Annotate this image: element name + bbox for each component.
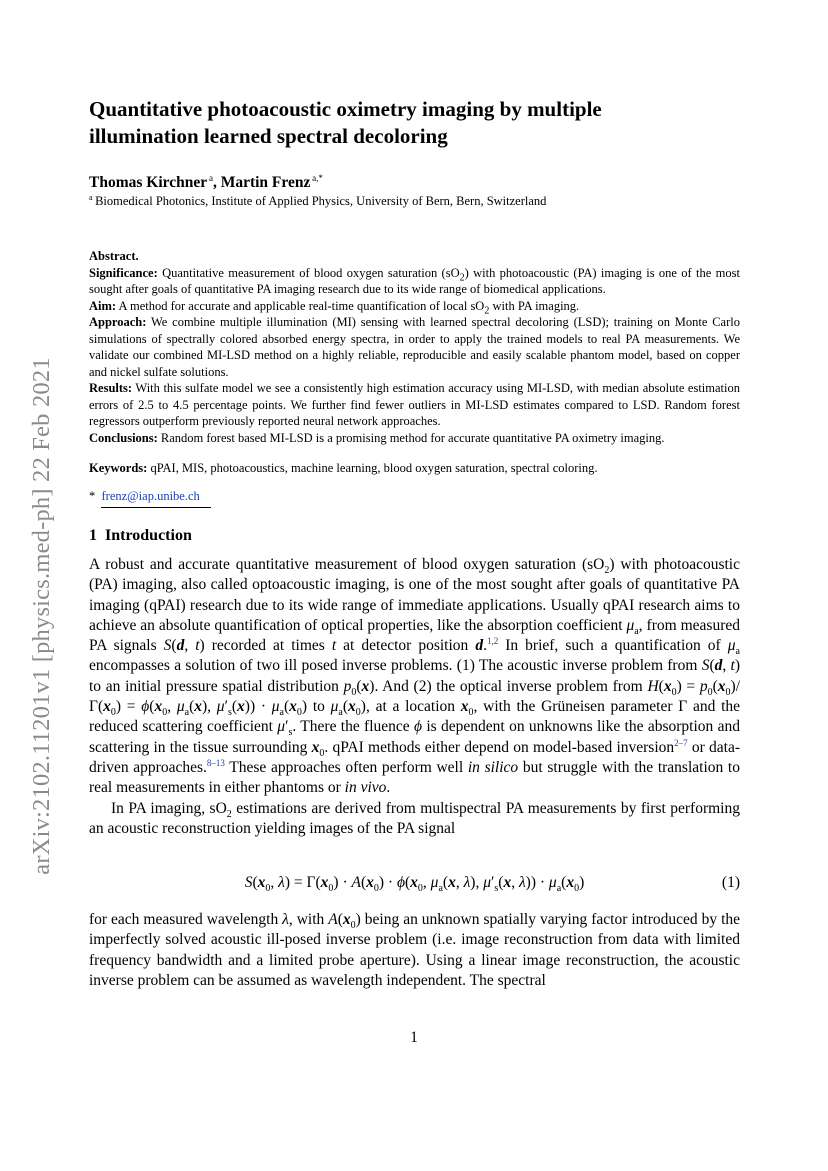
equation-1	[89, 874, 740, 896]
equation-number: (1)	[721, 874, 740, 891]
abstract-results: Results: With this sulfate model we see a consistently high estimation accuracy using MI-LSD, with median absolute estimation errors of 2.5 to 4.5 percentage points. We further find fewer outliers in MI-LSD estimates compared to LSD. Random forest regressors outperform previously reported neural network approaches.	[89, 381, 740, 428]
keywords: Keywords: qPAI, MIS, photoacoustics, machine learning, blood oxygen saturation, spectral coloring.	[89, 461, 598, 475]
author-affiliation-mark: a,*	[312, 173, 323, 183]
abstract-significance: Significance: Quantitative measurement of blood oxygen saturation $(sO_2)$ with photoacoustic (PA) imaging is one of the most sought after goals of quantitative PA imaging research due to its wide range of biomedical applications.	[89, 265, 740, 296]
arxiv-identifier: arXiv:2102.11201v1 [physics.med-ph] 22 Feb 2021	[28, 357, 55, 875]
abstract-conclusions: Conclusions: Random forest based MI-LSD is a promising method for accurate quantitative PA oximetry imaging.	[89, 430, 665, 445]
abstract	[89, 248, 740, 446]
abstract-heading: Abstract.	[89, 249, 139, 263]
page-number: 1	[410, 1029, 418, 1046]
citation-link[interactable]: 1,2	[486, 636, 499, 647]
section-heading	[89, 527, 192, 545]
abstract-approach: Approach: We combine multiple illumination (MI) sensing with learned spectral decoloring (LSD); training on Monte Carlo simulations of spectrally colored absorbed energy spectra, in order to apply the trained models to real PA measurements. We validate our combined MI-LSD method on a highly reliable, reproducible and easily scalable phantom model, based on copper and nickel sulfate solutions.	[89, 315, 740, 379]
title-line-1: Quantitative photoacoustic oximetry imaging by multiple	[89, 97, 602, 121]
section-title: Introduction	[105, 527, 192, 544]
correspondence	[89, 489, 200, 504]
email-link[interactable]: frenz@iap.unibe.ch	[101, 489, 200, 503]
author-list	[89, 173, 323, 192]
corresponding-marker: *	[89, 489, 96, 503]
author-name: Martin Frenz	[220, 174, 311, 192]
equation-body: $S(x_0$, $\lambda) = \Gamma(x_0) \cdot A(x_0) \cdot \phi(x_0$, $\mu_a(x$, λ), $\mu'_s(x$, $\lambda)) \cdot \mu_a(x_0)$	[244, 874, 585, 895]
author-name: Thomas Kirchner	[89, 174, 208, 192]
intro-paragraph-3: for each measured wavelength λ, with $A(x_0)$ being an unknown spatially varying factor introduced by the imperfectly solved acoustic ill-posed inverse problem (i.e. image reconstruction from data with limited frequency bandwidth and a limited probe aperture). Using a linear image reconstruction, the acoustic inverse problem can be assumed as wavelength independent. The spectral	[89, 911, 741, 989]
intro-body-continued	[89, 910, 740, 991]
intro-paragraph-2: In PA imaging, $sO_2$ estimations are derived from multispectral PA measurements by first performing an acoustic reconstruction yielding images of the PA signal	[89, 799, 740, 837]
affiliation-text: Biomedical Photonics, Institute of Applied Physics, University of Bern, Bern, Switzerland	[95, 194, 547, 209]
author-separator: ,	[212, 174, 221, 192]
citation-link[interactable]: 8–13	[206, 757, 225, 768]
footnote-rule	[101, 507, 211, 508]
arxiv-sidebar	[22, 322, 62, 910]
affiliation-mark: a	[89, 193, 93, 202]
title-line-2: illumination learned spectral decoloring	[89, 124, 448, 148]
section-number: 1	[89, 527, 97, 544]
citation-link[interactable]: 2–7	[674, 737, 688, 748]
paper-title	[89, 96, 749, 150]
intro-body	[89, 555, 740, 839]
intro-paragraph-1: A robust and accurate quantitative measurement of blood oxygen saturation $(sO_2)$ with photoacoustic (PA) imaging, also called optoacoustic imaging, is one of the most sought after goals of quantitative PA imaging (qPAI) research due to its wide range of immediate applications. Usually qPAI research aims to achieve an absolute quantification of optical properties, like the absorption coefficient $\mu_a$, from measured PA signals S(d, t) recorded at times t at detector position d.$^{1,2}$ In brief, such a quantification of $\mu_a$ encompasses a solution of two ill posed inverse problems. (1) The acoustic inverse problem from S(d, t) to an initial pressure spatial distribution $p_0(x)$. And (2) the optical inverse problem from $H(x_0) = p_0(x_0)/\Gamma(x_0) = \phi(x_0$, $\mu_a(x)$, $\mu'_s(x)) \cdot \mu_a(x_0)$ to $\mu_a(x_0)$, at a location $x_0$, with the Grüneisen parameter Γ and the reduced scattering coefficient $\mu'_s$. There the fluence ϕ is dependent on unknowns like the absorption and scattering in the tissue surrounding $x_0$. qPAI methods either depend on model-based inversion$^{2-7}$ or data-driven approaches.$^{8-13}$ These approaches often perform well in silico but struggle with the translation to real measurements in either phantoms or in vivo.	[89, 556, 741, 797]
author-affiliation-mark: a	[208, 173, 213, 183]
abstract-aim: Aim: A method for accurate and applicable real-time quantification of local $sO_2$ with PA imaging.	[89, 298, 580, 316]
affiliation	[89, 193, 546, 209]
